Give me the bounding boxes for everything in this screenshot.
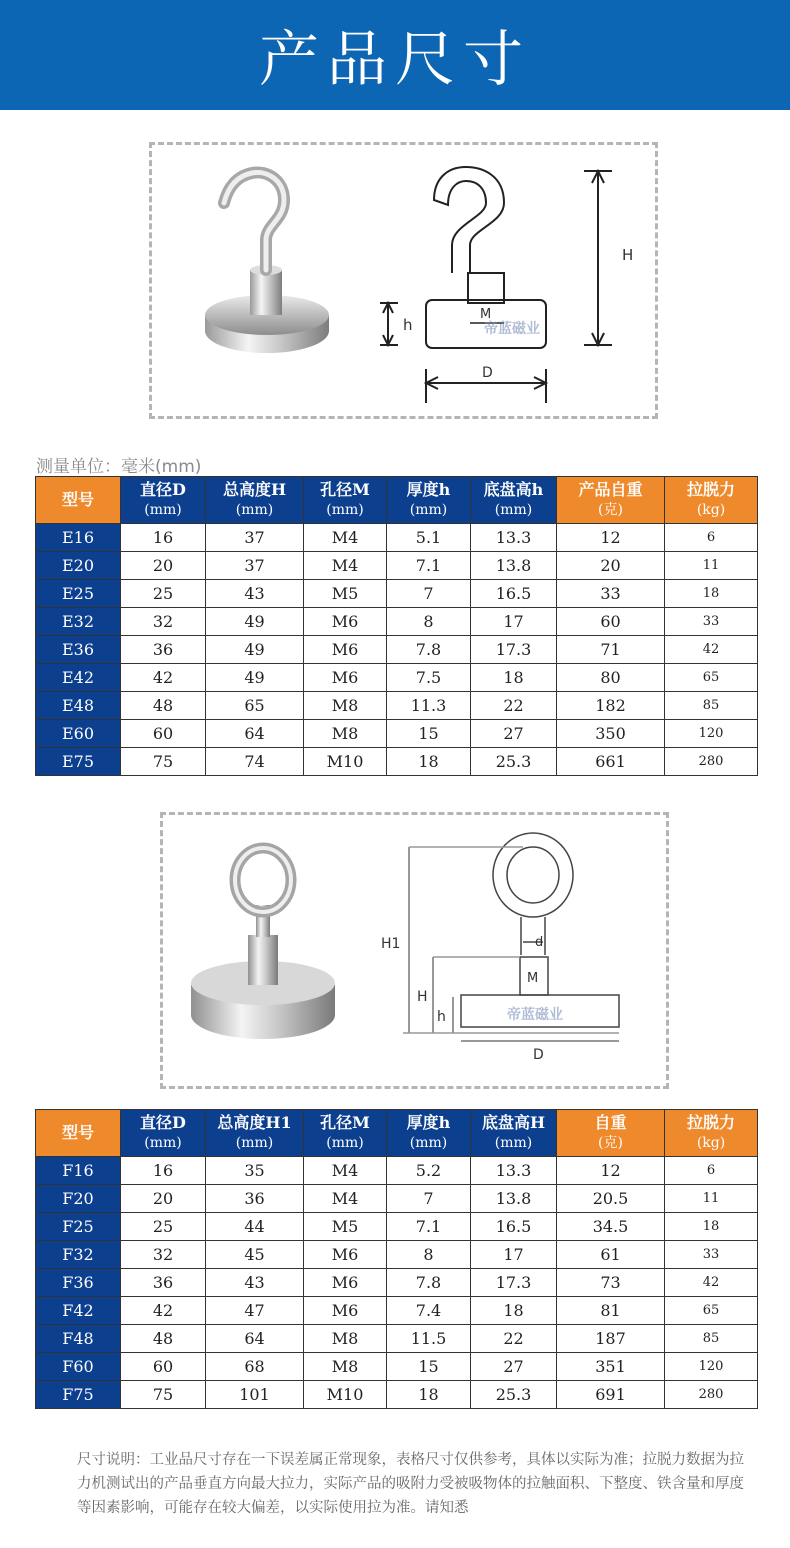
table-cell: M4 — [304, 1185, 387, 1213]
table-cell: 280 — [665, 1381, 758, 1409]
model-cell: E75 — [36, 748, 121, 776]
table-cell: 85 — [665, 692, 758, 720]
model-cell: E32 — [36, 608, 121, 636]
table-cell: 43 — [206, 580, 304, 608]
table-cell: 13.3 — [471, 1157, 557, 1185]
hook-figure-box — [149, 142, 658, 419]
column-header-label: 孔径M — [320, 480, 370, 499]
table-cell: 16.5 — [471, 1213, 557, 1241]
table-header-row — [36, 1110, 758, 1157]
table-row — [36, 1297, 758, 1325]
table-cell: 42 — [121, 1297, 206, 1325]
table-cell: 44 — [206, 1213, 304, 1241]
table-cell: 68 — [206, 1353, 304, 1381]
table-cell: 11 — [665, 1185, 758, 1213]
table-cell: 16 — [121, 1157, 206, 1185]
table-cell: 42 — [665, 1269, 758, 1297]
table-cell: M5 — [304, 1213, 387, 1241]
table-cell: 73 — [557, 1269, 665, 1297]
column-header-unit: (mm) — [144, 502, 182, 518]
table-row — [36, 1353, 758, 1381]
table-cell: M8 — [304, 1353, 387, 1381]
table-cell: 64 — [206, 1325, 304, 1353]
table-cell: 7.1 — [387, 1213, 471, 1241]
table-cell: M6 — [304, 636, 387, 664]
column-header-unit: (mm) — [494, 1135, 533, 1151]
model-cell: E60 — [36, 720, 121, 748]
table-cell: 74 — [206, 748, 304, 776]
table-cell: 71 — [557, 636, 665, 664]
column-header-label: 总高度H — [222, 480, 287, 499]
model-cell: F20 — [36, 1185, 121, 1213]
table-cell: 13.8 — [471, 1185, 557, 1213]
spec-table-e — [35, 476, 758, 776]
spec-table-f — [35, 1109, 758, 1409]
column-header — [387, 477, 471, 524]
table-cell: 25.3 — [471, 1381, 557, 1409]
column-header-unit: (mm) — [144, 1135, 182, 1151]
table-cell: 22 — [471, 692, 557, 720]
column-header-label: 自重 — [594, 1113, 627, 1132]
table-cell: 17.3 — [471, 1269, 557, 1297]
table-cell: 65 — [665, 1297, 758, 1325]
table-row — [36, 608, 758, 636]
table-cell: 34.5 — [557, 1213, 665, 1241]
table-cell: 120 — [665, 720, 758, 748]
table-cell: 280 — [665, 748, 758, 776]
table-row — [36, 748, 758, 776]
table-cell: 32 — [121, 608, 206, 636]
table-cell: M10 — [304, 1381, 387, 1409]
table-cell: 18 — [665, 580, 758, 608]
table-cell: 18 — [471, 1297, 557, 1325]
table-row — [36, 1269, 758, 1297]
table-cell: 61 — [557, 1241, 665, 1269]
table-cell: 65 — [206, 692, 304, 720]
column-header — [121, 477, 206, 524]
column-header-unit: (克) — [598, 1135, 623, 1151]
table-cell: M8 — [304, 692, 387, 720]
table-cell: 18 — [387, 748, 471, 776]
column-header-label: 型号 — [61, 490, 94, 509]
table-cell: 25 — [121, 580, 206, 608]
table-cell: 7 — [387, 1185, 471, 1213]
label-D: D — [482, 365, 493, 381]
table-cell: 33 — [665, 1241, 758, 1269]
unit-note: 测量单位：毫米(mm) — [36, 457, 202, 477]
model-cell: E42 — [36, 664, 121, 692]
model-cell: E48 — [36, 692, 121, 720]
table-cell: 13.8 — [471, 552, 557, 580]
column-header — [471, 1110, 557, 1157]
table-cell: 17 — [471, 608, 557, 636]
model-cell: F42 — [36, 1297, 121, 1325]
column-header-unit: (mm) — [409, 502, 448, 518]
label-M: M — [527, 971, 539, 986]
column-header-unit: (克) — [598, 502, 623, 518]
table-cell: 37 — [206, 524, 304, 552]
table-cell: M4 — [304, 524, 387, 552]
table-cell: M6 — [304, 1297, 387, 1325]
table-cell: 16 — [121, 524, 206, 552]
table-cell: 7.4 — [387, 1297, 471, 1325]
table-cell: 60 — [557, 608, 665, 636]
table-cell: 33 — [665, 608, 758, 636]
table-cell: 65 — [665, 664, 758, 692]
table-cell: 43 — [206, 1269, 304, 1297]
column-header-unit: (mm) — [326, 1135, 364, 1151]
table-cell: 48 — [121, 692, 206, 720]
table-cell: 16.5 — [471, 580, 557, 608]
table-cell: 49 — [206, 664, 304, 692]
table-cell: 120 — [665, 1353, 758, 1381]
table-cell: 101 — [206, 1381, 304, 1409]
table-cell: 18 — [471, 664, 557, 692]
table-cell: 20.5 — [557, 1185, 665, 1213]
table-cell: 27 — [471, 720, 557, 748]
table-cell: 49 — [206, 636, 304, 664]
column-header-label: 孔径M — [320, 1113, 370, 1132]
table-cell: 17 — [471, 1241, 557, 1269]
table-cell: 20 — [121, 1185, 206, 1213]
column-header-label: 拉脱力 — [686, 1113, 735, 1132]
table-row — [36, 720, 758, 748]
table-cell: M10 — [304, 748, 387, 776]
model-cell: F75 — [36, 1381, 121, 1409]
table-row — [36, 1157, 758, 1185]
table-row — [36, 524, 758, 552]
label-H: H — [417, 989, 428, 1005]
column-header-label: 底盘高h — [483, 480, 544, 499]
hook-drawing — [380, 167, 612, 403]
column-header — [665, 477, 758, 524]
page-header — [0, 0, 790, 110]
table-cell: 15 — [387, 720, 471, 748]
column-header — [471, 477, 557, 524]
column-header-unit: (mm) — [326, 502, 364, 518]
table-cell: M6 — [304, 1241, 387, 1269]
table-row — [36, 1241, 758, 1269]
table-cell: M4 — [304, 552, 387, 580]
table-cell: 18 — [665, 1213, 758, 1241]
column-header-unit: (kg) — [696, 502, 726, 518]
table-cell: 7.5 — [387, 664, 471, 692]
column-header — [121, 1110, 206, 1157]
table-cell: 661 — [557, 748, 665, 776]
label-D: D — [533, 1047, 544, 1063]
table-cell: M8 — [304, 720, 387, 748]
column-header-label: 直径D — [140, 480, 186, 499]
model-cell: F25 — [36, 1213, 121, 1241]
table-cell: 8 — [387, 608, 471, 636]
label-M: M — [480, 307, 492, 322]
table-cell: 49 — [206, 608, 304, 636]
table-cell: 7 — [387, 580, 471, 608]
table-cell: 12 — [557, 1157, 665, 1185]
table-row — [36, 692, 758, 720]
table-row — [36, 1325, 758, 1353]
table-cell: 15 — [387, 1353, 471, 1381]
table-cell: 8 — [387, 1241, 471, 1269]
column-header-unit: (mm) — [494, 502, 533, 518]
table-cell: 85 — [665, 1325, 758, 1353]
table-row — [36, 552, 758, 580]
eye-figure — [163, 815, 666, 1086]
column-header-label: 厚度h — [406, 480, 451, 499]
table-cell: 5.1 — [387, 524, 471, 552]
table-cell: 11.5 — [387, 1325, 471, 1353]
column-header-unit: (mm) — [409, 1135, 448, 1151]
table-cell: M5 — [304, 580, 387, 608]
table-cell: 32 — [121, 1241, 206, 1269]
column-header — [36, 1110, 121, 1157]
table-cell: 22 — [471, 1325, 557, 1353]
table-cell: 36 — [121, 1269, 206, 1297]
table-row — [36, 1213, 758, 1241]
table-cell: M4 — [304, 1157, 387, 1185]
table-cell: 11 — [665, 552, 758, 580]
column-header-unit: (kg) — [696, 1135, 726, 1151]
watermark-brand: 帝蓝磁业 — [507, 1007, 563, 1023]
label-h: h — [437, 1009, 446, 1025]
column-header — [206, 1110, 304, 1157]
column-header-label: 厚度h — [406, 1113, 451, 1132]
model-cell: E20 — [36, 552, 121, 580]
table-header-row — [36, 477, 758, 524]
eye-figure-box — [160, 812, 669, 1089]
table-cell: M6 — [304, 1269, 387, 1297]
table-cell: 25.3 — [471, 748, 557, 776]
table-row — [36, 636, 758, 664]
table-cell: 75 — [121, 1381, 206, 1409]
table-cell: 60 — [121, 1353, 206, 1381]
column-header-label: 拉脱力 — [686, 480, 735, 499]
column-header — [557, 1110, 665, 1157]
column-header — [206, 477, 304, 524]
table-cell: 42 — [121, 664, 206, 692]
column-header-unit: (mm) — [235, 1135, 274, 1151]
column-header — [304, 1110, 387, 1157]
table-cell: 7.8 — [387, 636, 471, 664]
model-cell: E16 — [36, 524, 121, 552]
column-header-label: 产品自重 — [578, 480, 643, 499]
hook-figure — [152, 145, 655, 416]
table-cell: 45 — [206, 1241, 304, 1269]
table-cell: 7.1 — [387, 552, 471, 580]
model-cell: F36 — [36, 1269, 121, 1297]
table-cell: 7.8 — [387, 1269, 471, 1297]
table-cell: 81 — [557, 1297, 665, 1325]
table-row — [36, 1185, 758, 1213]
model-cell: E25 — [36, 580, 121, 608]
model-cell: F60 — [36, 1353, 121, 1381]
table-row — [36, 580, 758, 608]
table-cell: 64 — [206, 720, 304, 748]
table-cell: M6 — [304, 664, 387, 692]
table-cell: 6 — [665, 1157, 758, 1185]
eye-magnet-photo — [191, 848, 335, 1039]
label-d: d — [535, 935, 544, 950]
column-header-label: 型号 — [61, 1123, 94, 1142]
page-title: 产品尺寸 — [259, 25, 531, 95]
table-cell: M6 — [304, 608, 387, 636]
table-cell: 18 — [387, 1381, 471, 1409]
table-cell: 187 — [557, 1325, 665, 1353]
table-cell: 75 — [121, 748, 206, 776]
table-cell: 11.3 — [387, 692, 471, 720]
table-cell: 182 — [557, 692, 665, 720]
column-header-label: 总高度H1 — [217, 1113, 292, 1132]
table-cell: 6 — [665, 524, 758, 552]
table-cell: 350 — [557, 720, 665, 748]
table-cell: M8 — [304, 1325, 387, 1353]
table-cell: 80 — [557, 664, 665, 692]
hook-magnet-photo — [205, 172, 329, 353]
column-header-unit: (mm) — [235, 502, 274, 518]
table-cell: 60 — [121, 720, 206, 748]
column-header — [665, 1110, 758, 1157]
model-cell: E36 — [36, 636, 121, 664]
table-cell: 27 — [471, 1353, 557, 1381]
table-cell: 17.3 — [471, 636, 557, 664]
table-cell: 36 — [121, 636, 206, 664]
column-header — [304, 477, 387, 524]
table-cell: 37 — [206, 552, 304, 580]
model-cell: F48 — [36, 1325, 121, 1353]
table-cell: 25 — [121, 1213, 206, 1241]
table-cell: 13.3 — [471, 524, 557, 552]
table-cell: 351 — [557, 1353, 665, 1381]
column-header — [557, 477, 665, 524]
table-cell: 48 — [121, 1325, 206, 1353]
table-cell: 20 — [121, 552, 206, 580]
label-H1: H1 — [381, 936, 401, 952]
column-header-label: 直径D — [140, 1113, 186, 1132]
model-cell: F16 — [36, 1157, 121, 1185]
model-cell: F32 — [36, 1241, 121, 1269]
label-h: h — [403, 316, 413, 334]
table-cell: 33 — [557, 580, 665, 608]
table-cell: 5.2 — [387, 1157, 471, 1185]
column-header — [36, 477, 121, 524]
watermark-brand: 帝蓝磁业 — [484, 321, 540, 337]
table-cell: 35 — [206, 1157, 304, 1185]
table-cell: 20 — [557, 552, 665, 580]
table-cell: 12 — [557, 524, 665, 552]
table-row — [36, 664, 758, 692]
column-header — [387, 1110, 471, 1157]
table-cell: 691 — [557, 1381, 665, 1409]
table-cell: 47 — [206, 1297, 304, 1325]
table-cell: 42 — [665, 636, 758, 664]
table-cell: 36 — [206, 1185, 304, 1213]
column-header-label: 底盘高H — [481, 1113, 546, 1132]
table-row — [36, 1381, 758, 1409]
size-footnote: 尺寸说明：工业品尺寸存在一下误差属正常现象，表格尺寸仅供参考，具体以实际为准；拉脱力数据为拉力机测试出的产品垂直方向最大拉力，实际产品的吸附力受被吸物体的拉触面积、下整度、铁含量和厚度等因素影响，可能存在较大偏差，以实际使用拉为准。请知悉 — [77, 1452, 744, 1516]
label-H: H — [622, 246, 634, 264]
